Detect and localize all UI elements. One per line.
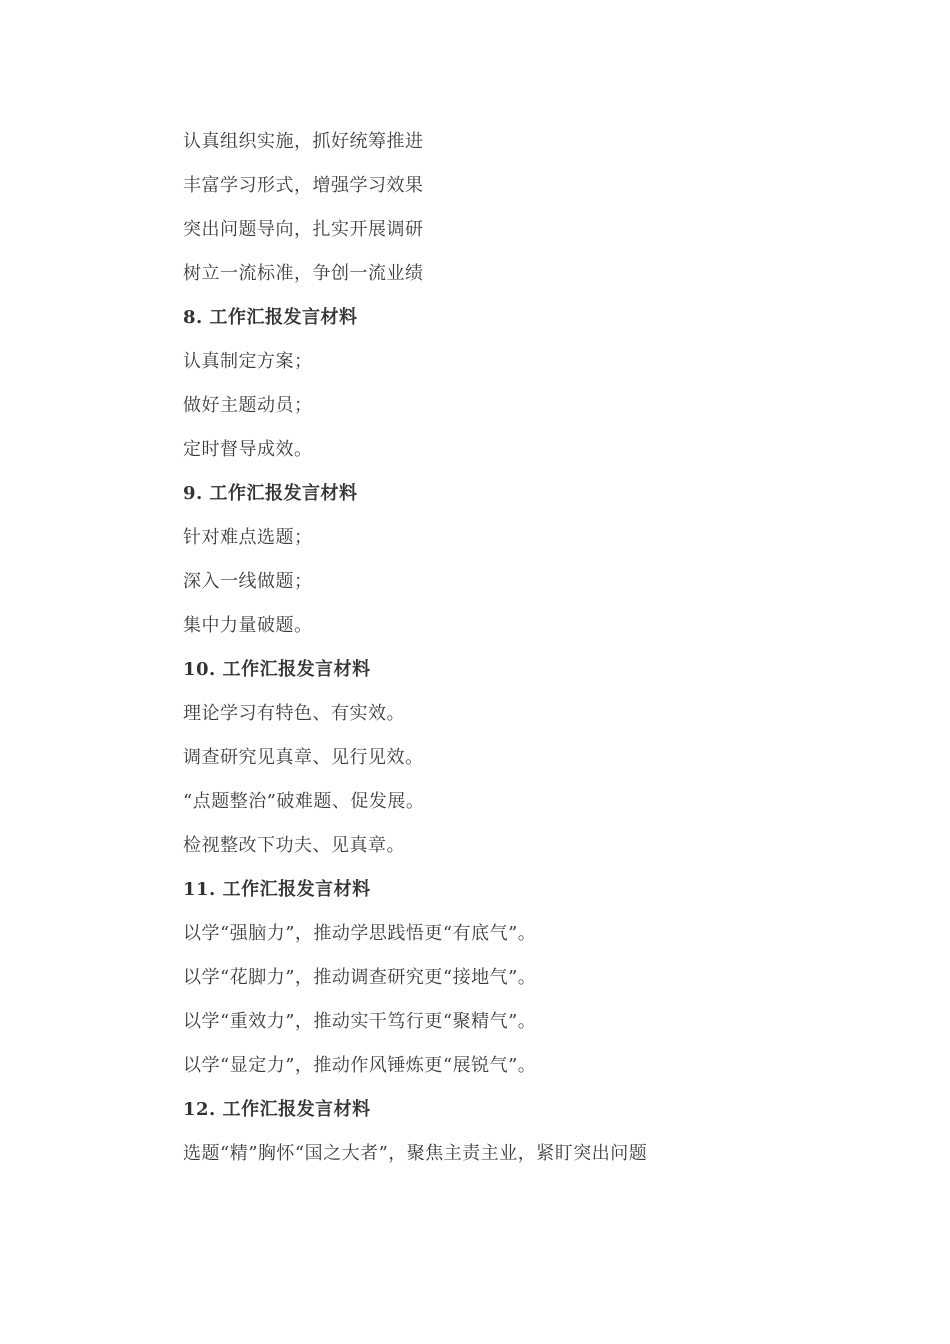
body-line: 丰富学习形式，增强学习效果 [183, 175, 424, 196]
body-line: 认真制定方案； [183, 351, 313, 372]
body-line: 突出问题导向，扎实开展调研 [183, 219, 424, 240]
section-heading-10: 10. 工作汇报发言材料 [183, 659, 371, 680]
body-line: 认真组织实施，抓好统筹推进 [183, 131, 424, 152]
body-line: 理论学习有特色、有实效。 [183, 703, 405, 724]
body-line: 定时督导成效。 [183, 439, 313, 460]
body-line: 以学“显定力”，推动作风锤炼更“展锐气”。 [183, 1055, 537, 1076]
section-heading-8: 8. 工作汇报发言材料 [183, 307, 358, 328]
body-line: 集中力量破题。 [183, 615, 313, 636]
body-line: 以学“花脚力”，推动调查研究更“接地气”。 [183, 967, 537, 988]
body-line: 以学“强脑力”，推动学思践悟更“有底气”。 [183, 923, 537, 944]
document-body [183, 127, 803, 1183]
body-line: 针对难点选题； [183, 527, 313, 548]
section-heading-12: 12. 工作汇报发言材料 [183, 1099, 371, 1120]
body-line: 以学“重效力”，推动实干笃行更“聚精气”。 [183, 1011, 537, 1032]
body-line: 树立一流标准，争创一流业绩 [183, 263, 424, 284]
section-heading-9: 9. 工作汇报发言材料 [183, 483, 358, 504]
body-line: 调查研究见真章、见行见效。 [183, 747, 424, 768]
body-line: 检视整改下功夫、见真章。 [183, 835, 405, 856]
body-line: 深入一线做题； [183, 571, 313, 592]
body-line: “点题整治”破难题、促发展。 [183, 791, 425, 812]
section-heading-11: 11. 工作汇报发言材料 [183, 879, 371, 900]
body-line: 选题“精”胸怀“国之大者”，聚焦主责主业，紧盯突出问题 [183, 1143, 648, 1164]
body-line: 做好主题动员； [183, 395, 313, 416]
